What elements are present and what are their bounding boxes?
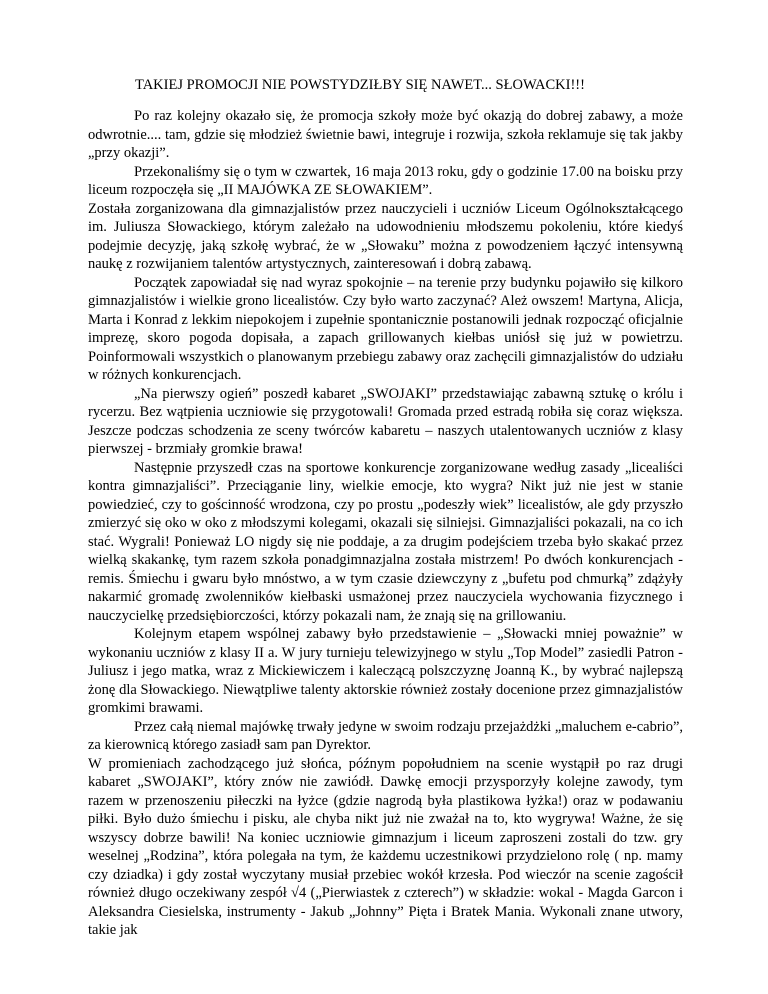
paragraph: W promieniach zachodzącego już słońca, późnym popołudniem na scenie wystąpił po raz drugi kabaret „SWOJAKI”, który znów nie zawiódł. Dawkę emocji przysporzyły kolejne zawody, tym razem w przenoszeniu piłeczki na łyżce (gdzie nagrodą była plastikowa łyżka!) oraz w podawaniu piłki. Było dużo śmiechu i pisku, ale chyba nikt już nie zważał na to, kto wygrywa! Ważne, że się wszyscy dobrze bawili! Na koniec uczniowie gimnazjum i liceum zaproszeni zostali do tzw. gry weselnej „Rodzina”, która polegała na tym, że każdemu uczestnikowi przydzielono rolę ( np. mamy czy dziadka) i gdy został wyczytany musiał przebiec wokół krzesła. Pod wieczór na scenie zagościł również długo oczekiwany zespół √4 („Pierwiastek z czterech”) w składzie: wokal - Magda Garcon i Aleksandra Ciesielska, instrumenty - Jakub „Johnny” Pięta i Bratek Mania. Wykonali znane utwory, takie jak	[88, 755, 683, 938]
paragraph: Początek zapowiadał się nad wyraz spokojnie – na terenie przy budynku pojawiło się kilkoro gimnazjalistów i wielkie grono licealistów. Czy było warto zaczynać? Ależ owszem! Martyna, Alicja, Marta i Konrad z lekkim niepokojem i zupełnie spontanicznie postanowili jednak rozpocząć oficjalnie imprezę, skoro pogoda dopisała, a zapach grillowanych kiełbas uniósł się już w powietrzu. Poinformowali wszystkich o planowanym przebiegu zabawy oraz zachęcili gimnazjalistów do udziału w różnych konkurencjach.	[88, 274, 683, 383]
document-title: TAKIEJ PROMOCJI NIE POWSTYDZIŁBY SIĘ NAWET... SŁOWACKI!!!	[135, 77, 585, 93]
document-body	[88, 107, 683, 940]
paragraph: Przez całą niemal majówkę trwały jedyne w swoim rodzaju przejażdżki „maluchem e-cabrio”, za kierownicą którego zasiadł sam pan Dyrektor.	[88, 718, 683, 753]
paragraph: Została zorganizowana dla gimnazjalistów przez nauczycieli i uczniów Liceum Ogólnokształcącego im. Juliusza Słowackiego, którym zależało na udowodnieniu młodszemu pokoleniu, które kiedyś podejmie decyzję, jaką szkołę wybrać, że w „Słowaku” można z powodzeniem łączyć intensywną naukę z rozwijaniem talentów artystycznych, zainteresowań i dobrą zabawą.	[88, 200, 683, 272]
paragraph: Przekonaliśmy się o tym w czwartek, 16 maja 2013 roku, gdy o godzinie 17.00 na boisku przy liceum rozpoczęła się „II MAJÓWKA ZE SŁOWAKIEM”.	[88, 163, 683, 198]
paragraph: Po raz kolejny okazało się, że promocja szkoły może być okazją do dobrej zabawy, a może odwrotnie.... tam, gdzie się młodzież świetnie bawi, integruje i rozwija, szkoła reklamuje się tak jakby „przy okazji”.	[88, 108, 683, 161]
paragraph: Kolejnym etapem wspólnej zabawy było przedstawienie – „Słowacki mniej poważnie” w wykonaniu uczniów z klasy II a. W jury turnieju telewizyjnego w stylu „Top Model” zasiedli Patron - Juliusz i jego matka, wraz z Mickiewiczem i kaleczącą polszczyznę Joanną K., by wybrać najlepszą żonę dla Słowackiego. Niewątpliwe talenty aktorskie również zostały docenione przez gimnazjalistów gromkimi brawami.	[88, 626, 683, 716]
paragraph: „Na pierwszy ogień” poszedł kabaret „SWOJAKI” przedstawiając zabawną sztukę o królu i rycerzu. Bez wątpienia uczniowie się przygotowali! Gromada przed estradą robiła się coraz większa. Jeszcze podczas schodzenia ze sceny twórców kabaretu – naszych utalentowanych uczniów z klasy pierwszej - brzmiały gromkie brawa!	[88, 385, 683, 457]
paragraph: Następnie przyszedł czas na sportowe konkurencje zorganizowane według zasady „licealiści kontra gimnazjaliści”. Przeciąganie liny, wielkie emocje, kto wygra? Nikt już nie jest w stanie powiedzieć, czy to gościnność wrodzona, czy po prostu „podeszły wiek” licealistów, ale gdy przyszło zmierzyć się oko w oko z młodszymi kolegami, okazali się silniejsi. Gimnazjaliści pokazali, na co ich stać. Wygrali! Ponieważ LO nigdy się nie poddaje, a za drugim podejściem trzeba było skakać przez wielką skakankę, tym razem szkoła ponadgimnazjalna została mistrzem! Po dwóch konkurencjach - remis. Śmiechu i gwaru było mnóstwo, a w tym czasie dziewczyny z „bufetu pod chmurką” zdążyły nakarmić gromadę zwolenników kiełbaski usmażonej przez nauczyciela wychowania fizycznego i nauczycielkę przedsiębiorczości, którzy pokazali nam, że znają się na grillowaniu.	[88, 459, 683, 624]
